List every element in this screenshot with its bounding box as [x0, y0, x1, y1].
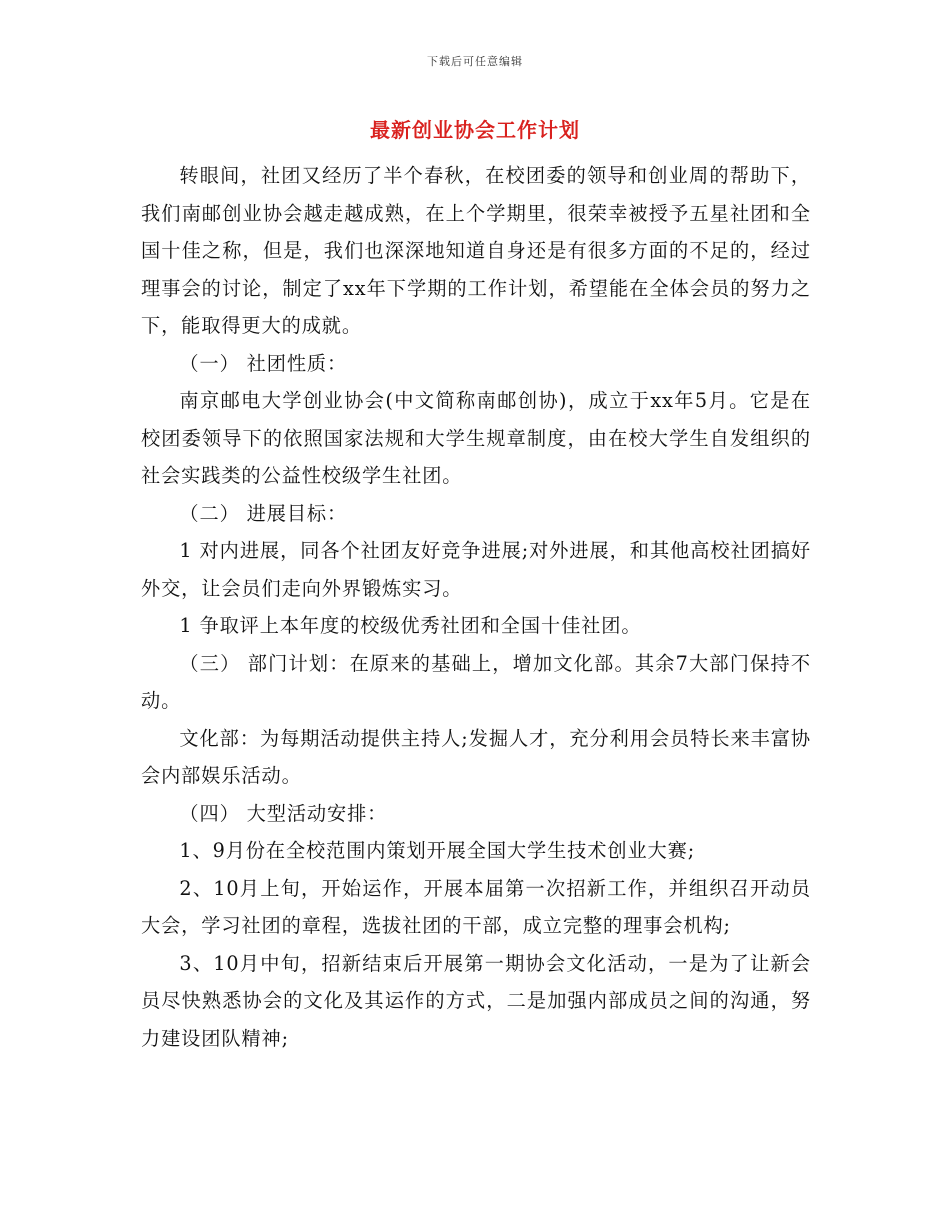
paragraph-nature: 南京邮电大学创业协会(中文简称南邮创协)，成立于xx年5月。它是在校团委领导下的依照国家法规和大学生规章制度，由在校大学生自发组织的社会实践类的公益性校级学生社团。 [141, 389, 811, 487]
paragraph-goal-2: 1 争取评上本年度的校级优秀社团和全国十佳社团。 [179, 614, 642, 637]
header-note: 下载后可任意编辑 [427, 55, 523, 68]
paragraph-culture-dept: 文化部：为每期活动提供主持人;发掘人才，充分利用会员特长来丰富协会内部娱乐活动。 [141, 726, 811, 787]
section-heading-activities: （四） 大型活动安排： [179, 801, 388, 825]
document-body [141, 157, 811, 1057]
paragraph-activity-1: 1、9月份在全校范围内策划开展全国大学生技术创业大赛; [179, 839, 696, 862]
document-title: 最新创业协会工作计划 [370, 118, 580, 142]
section-heading-goals: （二） 进展目标： [179, 501, 348, 525]
paragraph-activity-2: 2、10月上旬，开始运作，开展本届第一次招新工作，并组织召开动员大会，学习社团的章程，选拔社团的干部，成立完整的理事会机构; [141, 876, 811, 937]
section-heading-nature: （一） 社团性质： [179, 351, 348, 375]
paragraph-intro: 转眼间，社团又经历了半个春秋，在校团委的领导和创业周的帮助下，我们南邮创业协会越走越成熟，在上个学期里，很荣幸被授予五星社团和全国十佳之称，但是，我们也深深地知道自身还是有很多方面的不足的，经过理事会的讨论，制定了xx年下学期的工作计划，希望能在全体会员的努力之下，能取得更大的成就。 [141, 164, 811, 337]
paragraph-activity-3: 3、10月中旬，招新结束后开展第一期协会文化活动，一是为了让新会员尽快熟悉协会的文化及其运作的方式，二是加强内部成员之间的沟通，努力建设团队精神; [141, 951, 811, 1050]
section-heading-departments: （三） 部门计划：在原来的基础上，增加文化部。其余7大部门保持不动。 [141, 651, 811, 712]
paragraph-goal-1: 1 对内进展，同各个社团友好竞争进展;对外进展，和其他高校社团搞好外交，让会员们走向外界锻炼实习。 [141, 539, 811, 600]
